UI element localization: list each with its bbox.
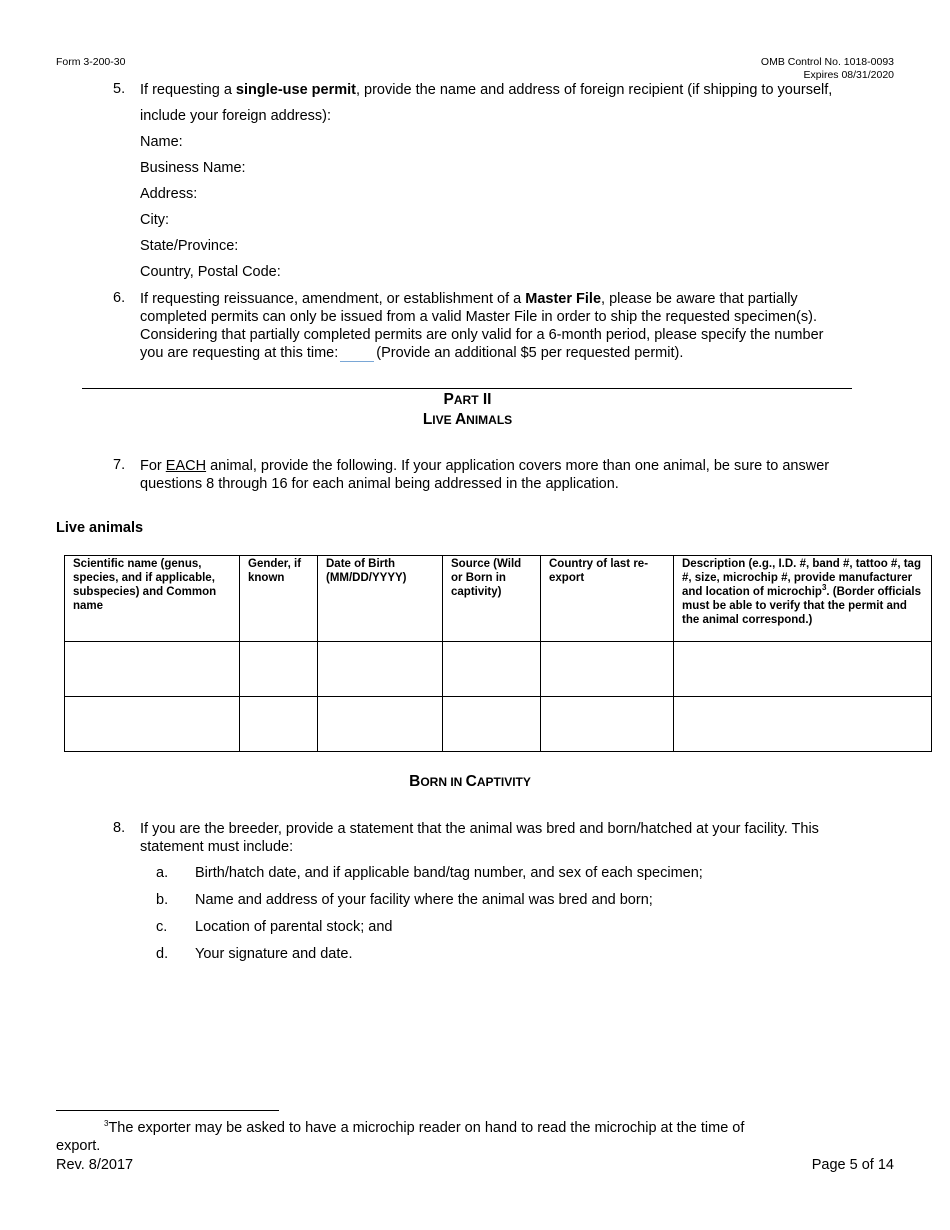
q7-text-line2: questions 8 through 16 for each animal being addressed in the application. — [140, 476, 619, 492]
q8-item-letter: a. — [156, 865, 169, 881]
table-row — [65, 697, 932, 752]
col-source: Source (Wild or Born in captivity) — [443, 556, 541, 642]
q8-text: If you are the breeder, provide a statement that the animal was bred and born/hatched at your facility. This — [140, 821, 819, 837]
born-in-captivity-heading: BORN IN CAPTIVITY — [409, 773, 531, 790]
q5-field-country-postal: Country, Postal Code: — [140, 264, 281, 280]
table-cell[interactable] — [443, 697, 541, 752]
table-cell[interactable] — [240, 642, 318, 697]
q6-text-line3: Considering that partially completed permits are only valid for a 6-month period, please specify the number — [140, 327, 824, 343]
live-animals-table — [64, 555, 932, 752]
q5-field-name: Name: — [140, 134, 183, 150]
q8-number: 8. — [113, 820, 126, 836]
q5-number: 5. — [113, 81, 126, 97]
q5-field-state: State/Province: — [140, 238, 239, 254]
section-divider — [82, 388, 852, 389]
q7-number: 7. — [113, 457, 126, 473]
q8-item-text: Your signature and date. — [195, 946, 353, 962]
q8-item-letter: b. — [156, 892, 169, 908]
expiration-date: Expires 08/31/2020 — [803, 69, 894, 81]
q5-text-line2: include your foreign address): — [140, 108, 332, 124]
q8-item-letter: d. — [156, 946, 169, 962]
q6-text: If requesting reissuance, amendment, or establishment of a Master File, please be aware that partially — [140, 291, 798, 307]
table-cell[interactable] — [240, 697, 318, 752]
table-cell[interactable] — [318, 697, 443, 752]
page-number: Page 5 of 14 — [811, 1157, 894, 1173]
q6-text-line4: you are requesting at this time: (Provide an additional $5 per requested permit). — [140, 345, 684, 361]
col-description: Description (e.g., I.D. #, band #, tattoo #, tag #, size, microchip #, provide manufacturer and location of microchip$^3$. (Border officials must be able to verify that the permit and the animal correspond.) — [674, 556, 932, 642]
col-scientific-name: Scientific name (genus, species, and if applicable, subspecies) and Common name — [65, 556, 240, 642]
q8-item-text: Birth/hatch date, and if applicable band/tag number, and sex of each specimen; — [195, 865, 703, 881]
q5-field-city: City: — [140, 212, 169, 228]
table-cell[interactable] — [674, 642, 932, 697]
table-cell[interactable] — [318, 642, 443, 697]
q5-field-business-name: Business Name: — [140, 160, 246, 176]
form-number: Form 3-200-30 — [56, 56, 126, 68]
table-row — [65, 642, 932, 697]
col-date-of-birth: Date of Birth (MM/DD/YYYY) — [318, 556, 443, 642]
table-cell[interactable] — [674, 697, 932, 752]
table-cell[interactable] — [443, 642, 541, 697]
table-cell[interactable] — [541, 642, 674, 697]
part-title: LIVE ANIMALS — [422, 411, 513, 428]
omb-control-number: OMB Control No. 1018-0093 — [760, 56, 894, 68]
q7-text: For EACH animal, provide the following. If your application covers more than one animal, be sure to answer — [140, 458, 830, 474]
q8-text-line2: statement must include: — [140, 839, 294, 855]
permit-count-input[interactable] — [340, 347, 374, 362]
footnote-text-line2: export. — [56, 1138, 101, 1154]
table-header-row — [65, 556, 932, 642]
footnote-separator — [56, 1110, 279, 1111]
q5-field-address: Address: — [140, 186, 198, 202]
revision-date: Rev. 8/2017 — [56, 1157, 134, 1173]
table-cell[interactable] — [541, 697, 674, 752]
col-gender: Gender, if known — [240, 556, 318, 642]
footnote-text: $^3$The exporter may be asked to have a microchip reader on hand to read the microchip at the time of — [104, 1119, 745, 1136]
part-heading: PART II — [443, 391, 492, 408]
table-cell[interactable] — [65, 697, 240, 752]
live-animals-heading: Live animals — [56, 520, 144, 536]
q5-text: If requesting a single-use permit, provide the name and address of foreign recipient (if shipping to yourself, — [140, 82, 833, 98]
q8-item-letter: c. — [156, 919, 168, 935]
q6-number: 6. — [113, 290, 126, 306]
table-cell[interactable] — [65, 642, 240, 697]
q6-text-line2: completed permits can only be issued from a valid Master File in order to ship the requested specimen(s). — [140, 309, 817, 325]
col-country-reexport: Country of last re-export — [541, 556, 674, 642]
q8-item-text: Location of parental stock; and — [195, 919, 393, 935]
q8-item-text: Name and address of your facility where the animal was bred and born; — [195, 892, 653, 908]
